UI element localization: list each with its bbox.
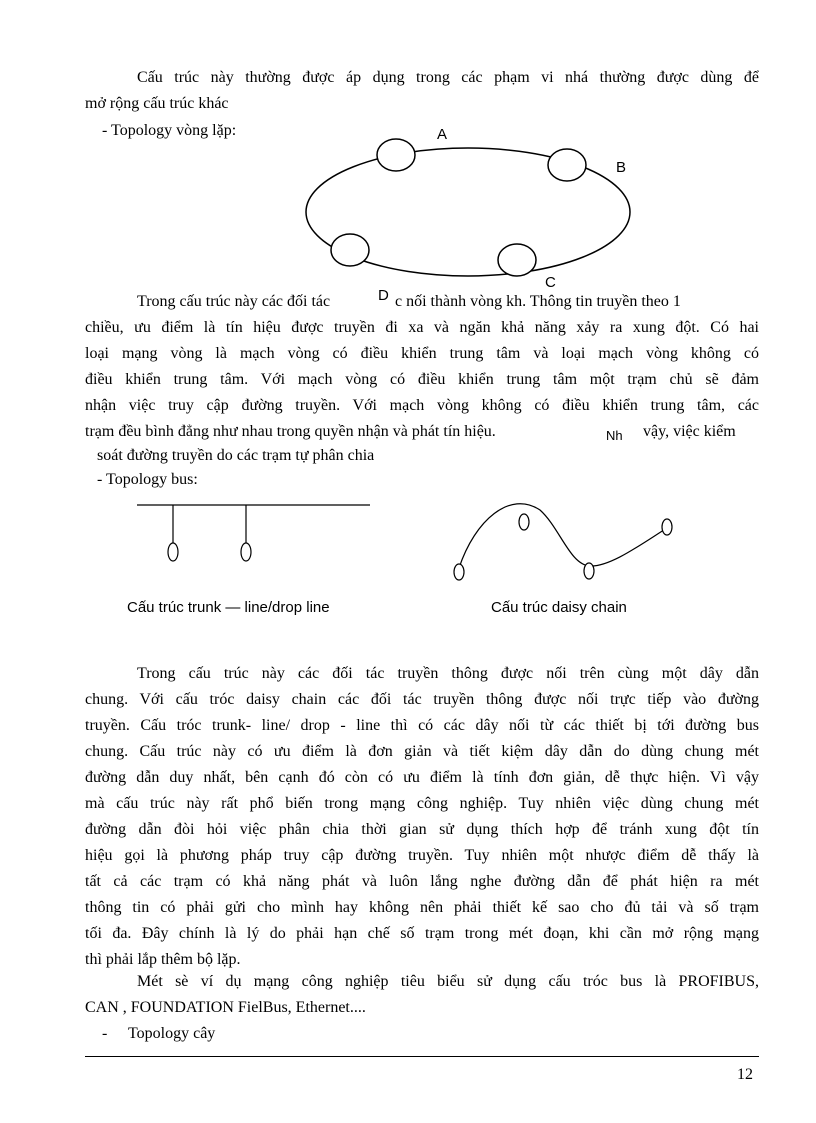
ring-node-a <box>377 139 415 171</box>
daisy-device-1 <box>454 564 464 580</box>
intro-line-1: Cấu trúc này thường được áp dụng trong các phạm vi nhá thường được dùng để <box>137 69 759 86</box>
para-bus-line: đường dẫn đòi hỏi việc phân chia thời gian sử dụng thích hợp để tránh xung đột tín <box>85 821 759 838</box>
para-ring-line-1a: Trong cấu trúc này các đối tác <box>137 293 331 310</box>
para-ring-line-6a: trạm đều bình đẳng như nhau trong quyền nhận và phát tín hiệu. <box>85 423 496 440</box>
para-bus-line: thông tin có phải gửi cho mình hay không nên phải thiết kế sao cho đủ tải và số trạm <box>85 899 759 916</box>
ring-node-c <box>498 244 536 276</box>
para-ring-line-5: nhận việc truy cập đường truyền. Với mạch vòng không có điều khiển trung tâm, các <box>85 397 759 414</box>
para-bus-line: hiệu gọi là phương pháp truy cập đường truyền. Tuy nhiên một nhược điểm dễ thấy là <box>85 847 759 864</box>
daisy-device-4 <box>662 519 672 535</box>
ring-label-a: A <box>437 126 448 143</box>
para-examples-line-1: Mét sè ví dụ mạng công nghiệp tiêu biểu sử dụng cấu tróc bus là PROFIBUS, <box>137 973 759 990</box>
para-ring-line-4: điều khiển trung tâm. Với mạch vòng có điều khiển trung tâm một trạm chủ sẽ đảm <box>85 371 759 388</box>
para-bus-line: Trong cấu trúc này các đối tác truyền thông được nối trên cùng một dây dẫn <box>137 665 759 682</box>
para-examples-line-2: CAN , FOUNDATION FielBus, Ethernet.... <box>85 999 366 1016</box>
ring-topology-heading: - Topology vòng lặp: <box>102 122 237 139</box>
caption-daisy: Cấu trúc daisy chain <box>491 599 627 616</box>
para-bus-line: chung. Cấu trúc này có ưu điểm là đơn giản và tiết kiệm dây dẫn do dùng chung mét <box>85 743 759 760</box>
bus-topology-heading: - Topology bus: <box>97 471 198 488</box>
para-bus-last-line: thì phải lắp thêm bộ lặp. <box>85 951 241 968</box>
ring-label-d: D <box>378 287 389 304</box>
page-number: 12 <box>737 1066 753 1083</box>
daisy-device-3 <box>584 563 594 579</box>
para-bus-line: mà cấu trúc này rất phổ biến trong mạng công nghiệp. Tuy nhiên việc dùng chung mét <box>85 795 759 812</box>
para-bus-line: tối đa. Đây chính là lý do phải hạn chế số trạm trong mét đoạn, khi cần mở rộng mạng <box>85 925 759 942</box>
footer-rule <box>85 1056 759 1057</box>
para-bus-line: đường dẫn duy nhất, bên cạnh đó còn có ưu điểm là tính đơn giản, dễ thực hiện. Vì vậy <box>85 769 759 786</box>
para-ring-line-7: soát đường truyền do các trạm tự phân chia <box>97 447 375 464</box>
para-bus-line: truyền. Cấu tróc trunk- line/ drop - line thì có các dây nối từ các thiết bị tới đường bus <box>85 717 759 734</box>
trunk-device-1 <box>168 543 178 561</box>
para-ring-line-2: chiều, ưu điểm là tín hiệu được truyền đi xa và ngăn khả năng xảy ra xung đột. Có hai <box>85 319 759 336</box>
para-ring-line-3: loại mạng vòng là mạch vòng có điều khiển trung tâm và loại mạch vòng không có <box>85 345 759 362</box>
daisy-device-2 <box>519 514 529 530</box>
ring-label-c: C <box>545 274 556 291</box>
para-ring-line-6b: vậy, việc kiểm <box>643 423 736 440</box>
daisy-chain-curve <box>459 504 667 568</box>
caption-trunk: Cấu trúc trunk — line/drop line <box>127 599 330 616</box>
para-bus-line: chung. Với cấu tróc daisy chain các đối tác truyền thông được nối trực tiếp vào đường <box>85 691 759 708</box>
tree-topology-heading: Topology cây <box>128 1025 216 1042</box>
para-ring-line-1b: c nối thành vòng kh. Thông tin truyền theo 1 <box>395 293 681 310</box>
para-ring-nh: Nh <box>606 428 623 443</box>
para-bus-line: tất cả các trạm có khả năng phát và luôn lắng nghe đường dẫn để phát hiện ra mét <box>85 873 759 890</box>
ring-node-b <box>548 149 586 181</box>
intro-line-2: mở rộng cấu trúc khác <box>85 95 229 112</box>
trunk-device-2 <box>241 543 251 561</box>
tree-dash: - <box>102 1025 108 1042</box>
ring-label-b: B <box>616 159 627 176</box>
ring-node-d <box>331 234 369 266</box>
